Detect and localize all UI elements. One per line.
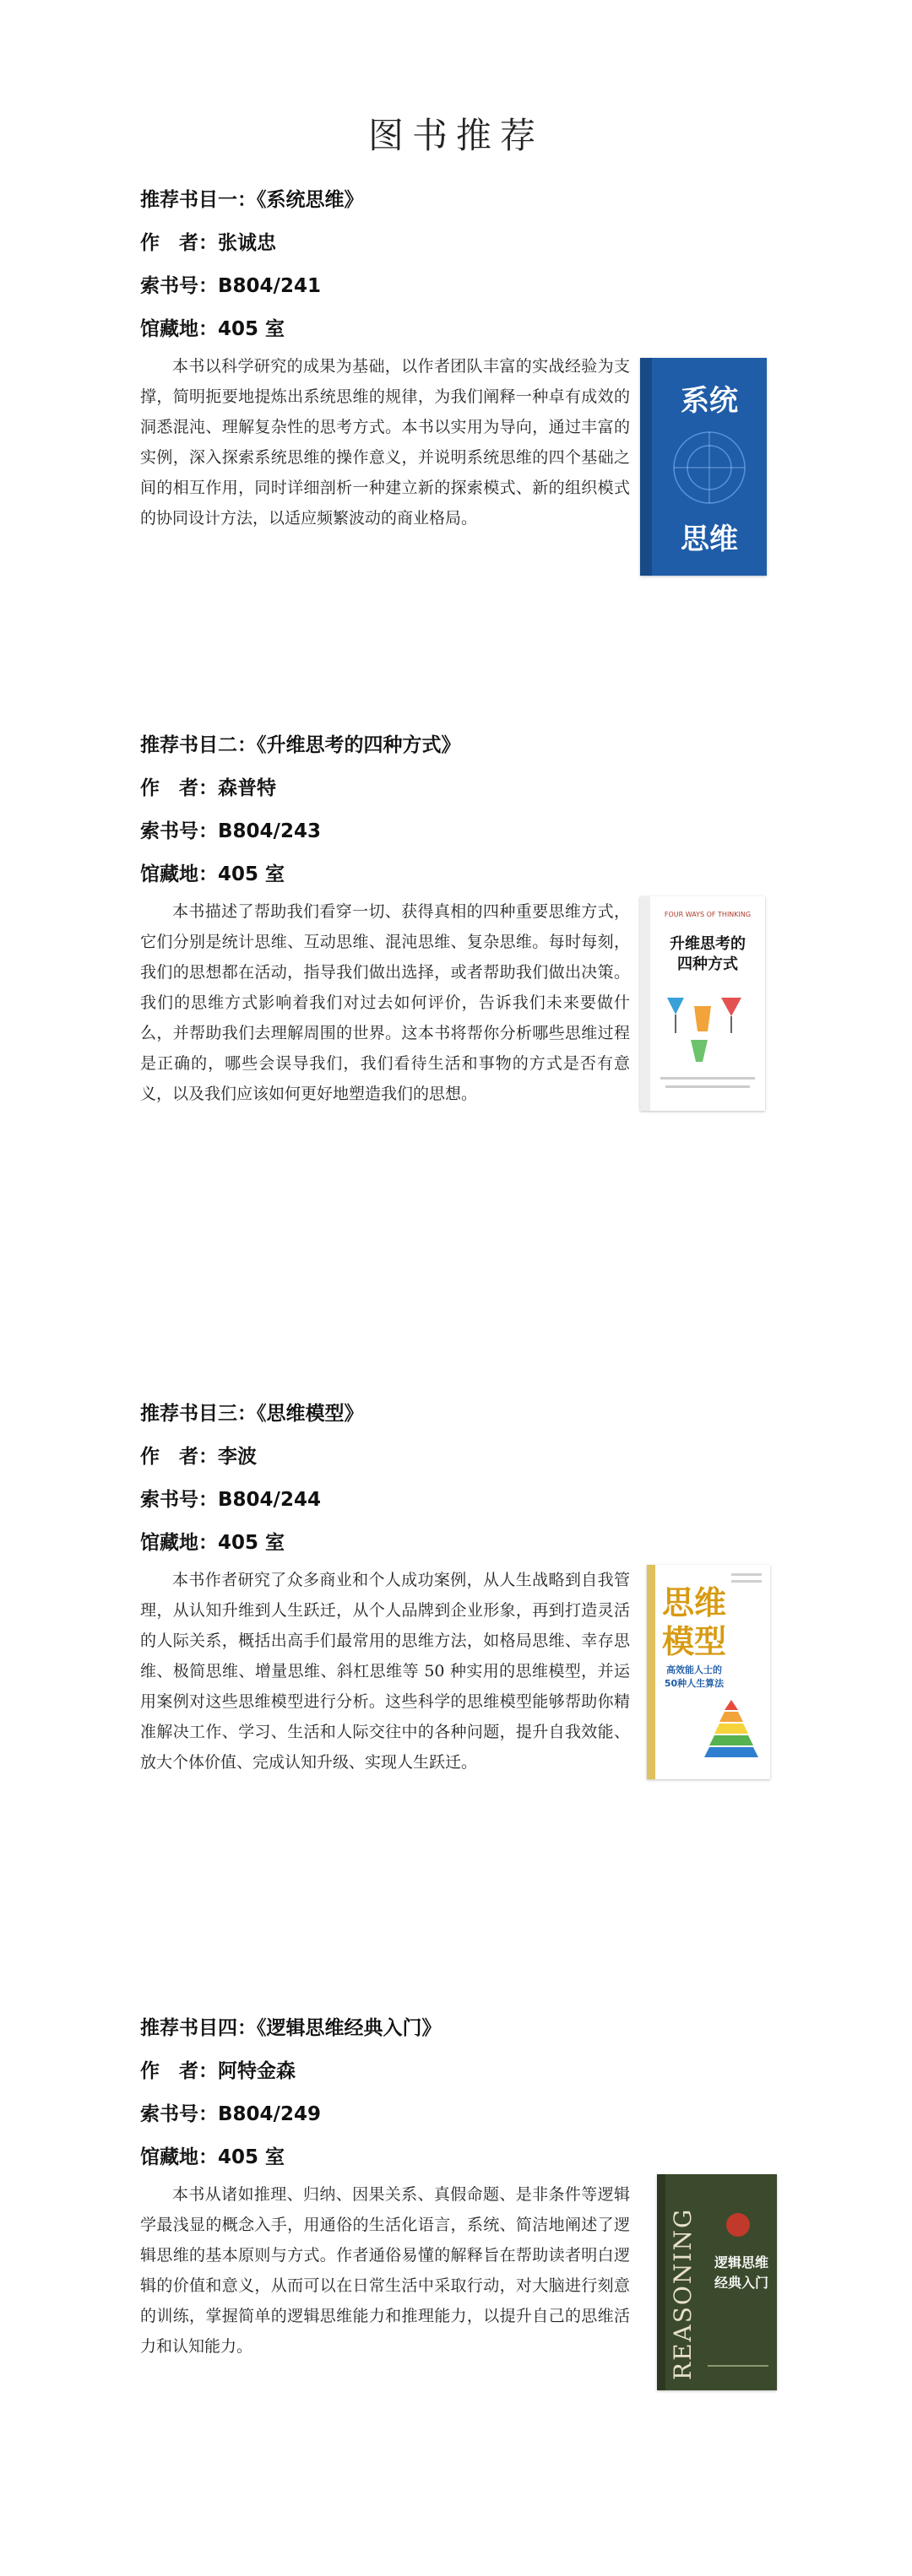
cover-art-four-ways (640, 896, 765, 1111)
cover-title-top: 系统 (681, 384, 738, 418)
book-3 (140, 1393, 790, 1772)
book-heading: 推荐书目四：《逻辑思维经典入门》 (140, 2017, 442, 2039)
call-number-label: 索书号： (140, 1489, 218, 1511)
cover-title-bottom: 模型 (661, 1623, 727, 1660)
book-4 (140, 2007, 790, 2380)
author-value: 李波 (218, 1446, 257, 1468)
book-cover (640, 896, 765, 1111)
cover-subtitle-2: 50种人生算法 (664, 1678, 725, 1689)
call-number-line (140, 265, 790, 308)
author-value: 阿特金森 (218, 2060, 296, 2082)
author-line (140, 222, 790, 265)
author-label: 作 者： (140, 2060, 218, 2082)
book-heading: 推荐书目一：《系统思维》 (140, 189, 364, 211)
book-2 (140, 724, 790, 1103)
cover-title-top: 思维 (661, 1584, 727, 1621)
call-number-line (140, 810, 790, 853)
cover-title-bottom: 经典入门 (714, 2275, 769, 2291)
cover-title-top: 逻辑思维 (714, 2254, 769, 2270)
author-label: 作 者： (140, 232, 218, 254)
location-label: 馆藏地： (140, 318, 218, 340)
book-description: 本书以科学研究的成果为基础，以作者团队丰富的实战经验为支撑，简明扼要地提炼出系统思维的规律，为我们阐释一种卓有成效的洞悉混沌、理解复杂性的思考方式。本书以实用为导向，通过丰富的实例，深入探索系统思维的操作意义，并说明系统思维的四个基础之间的相互作用，同时详细剖析一种建立新的探索模式、新的组织模式的协同设计方法，以适应频繁波动的商业格局。 (140, 357, 630, 528)
location-line (140, 2136, 790, 2179)
call-number-label: 索书号： (140, 2103, 218, 2125)
author-line (140, 1436, 790, 1479)
cover-title-bottom: 思维 (681, 522, 738, 556)
location-line (140, 1522, 790, 1565)
location-line (140, 853, 790, 896)
call-number-line (140, 1479, 790, 1522)
location-value: 405 室 (218, 1532, 285, 1554)
cover-art-reasoning (657, 2174, 777, 2390)
cover-art-thinking-models (647, 1565, 770, 1779)
location-value: 405 室 (218, 2146, 285, 2168)
location-value: 405 室 (218, 863, 285, 885)
book-cover (647, 1565, 770, 1779)
call-number-value: B804/244 (218, 1489, 321, 1511)
book-1 (140, 179, 790, 556)
author-label: 作 者： (140, 1446, 218, 1468)
author-line (140, 767, 790, 810)
location-label: 馆藏地： (140, 1532, 218, 1554)
book-description: 本书从诸如推理、归纳、因果关系、真假命题、是非条件等逻辑学最浅显的概念入手，用通俗的生活化语言，系统、简洁地阐述了逻辑思维的基本原则与方式。作者通俗易懂的解释旨在帮助读者明白逻辑的价值和意义，从而可以在日常生活中采取行动，对大脑进行刻意的训练，掌握简单的逻辑思维能力和推理能力，以提升自己的思维活力和认知能力。 (140, 2185, 630, 2356)
call-number-value: B804/243 (218, 820, 321, 842)
book-description: 本书作者研究了众多商业和个人成功案例，从人生战略到自我管理，从认知升维到人生跃迁，从个人品牌到企业形象，再到打造灵活的人际关系，概括出高手们最常用的思维方法，如格局思维、幸存思维、极简思维、增量思维、斜杠思维等 50 种实用的思维模型，并运用案例对这些思维模型进行分析。这些科学的思维模型能够帮助你精准解决工作、学习、生活和人际交往中的各种问题，提升自我效能、放大个体价值、完成认知升级、实现人生跃迁。 (140, 1571, 630, 1772)
cover-eng-title: FOUR WAYS OF THINKING (664, 911, 752, 918)
call-number-value: B804/249 (218, 2103, 321, 2125)
location-label: 馆藏地： (140, 2146, 218, 2168)
book-cover (640, 358, 767, 576)
location-line (140, 308, 790, 351)
location-value: 405 室 (218, 318, 285, 340)
call-number-label: 索书号： (140, 820, 218, 842)
call-number-label: 索书号： (140, 275, 218, 297)
cover-eng-title: REASONING (669, 2207, 697, 2380)
cover-art-system-thinking (640, 358, 767, 576)
book-description: 本书描述了帮助我们看穿一切、获得真相的四种重要思维方式，它们分别是统计思维、互动思维、混沌思维、复杂思维。每时每刻，我们的思想都在活动，指导我们做出选择，或者帮助我们做出决策。我们的思维方式影响着我们对过去如何评价，告诉我们未来要做什么，并帮助我们去理解周围的世界。这本书将帮你分析哪些思维过程是正确的，哪些会误导我们，我们看待生活和事物的方式是否有意义，以及我们应该如何更好地塑造我们的思想。 (140, 902, 630, 1103)
author-label: 作 者： (140, 777, 218, 799)
location-label: 馆藏地： (140, 863, 218, 885)
call-number-value: B804/241 (218, 275, 321, 297)
page-title: 图书推荐 (367, 115, 544, 156)
book-heading: 推荐书目二：《升维思考的四种方式》 (140, 734, 461, 756)
book-cover (657, 2174, 777, 2390)
cover-subtitle: 高效能人士的 (666, 1664, 722, 1675)
author-value: 森普特 (218, 777, 276, 799)
author-line (140, 2050, 790, 2093)
cover-title-top: 升维思考的 (670, 935, 746, 953)
cover-title-bottom: 四种方式 (677, 955, 738, 973)
author-value: 张诚忠 (218, 232, 276, 254)
call-number-line (140, 2093, 790, 2136)
book-heading: 推荐书目三：《思维模型》 (140, 1403, 364, 1425)
